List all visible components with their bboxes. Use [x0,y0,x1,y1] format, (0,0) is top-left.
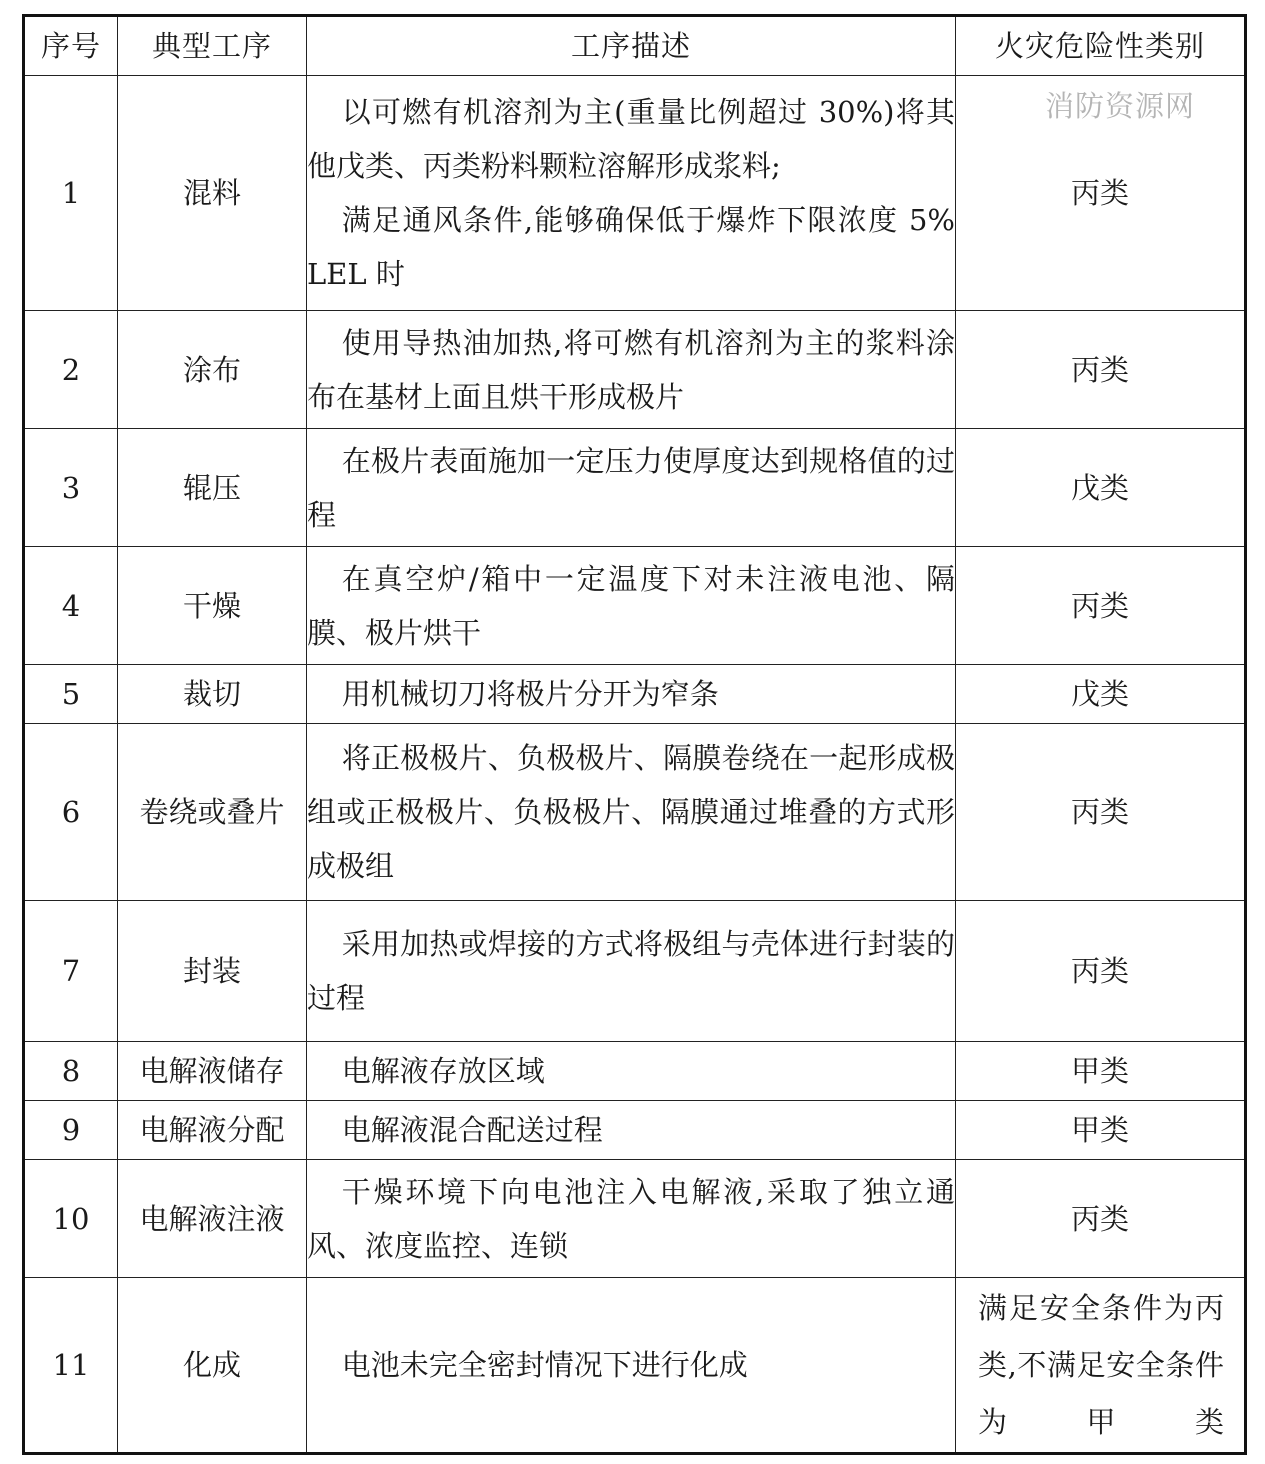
row-serial-no: 4 [24,547,118,665]
row-process-name: 裁切 [118,665,307,724]
row-fire-category: 丙类 [956,724,1246,901]
row-serial-no: 1 [24,76,118,311]
description-paragraph: 满足通风条件,能够确保低于爆炸下限浓度 5% LEL 时 [307,203,955,291]
row-process-description [307,547,956,665]
row-process-description [307,724,956,901]
row-fire-category: 戊类 [956,665,1246,724]
table-row [24,1278,1246,1454]
table-row [24,1042,1246,1101]
description-paragraph: 电解液混合配送过程 [341,1113,603,1147]
row-process-description [307,1160,956,1278]
row-process-name: 电解液分配 [118,1101,307,1160]
row-process-description [307,1278,956,1454]
watermark: 消防资源网 [1045,89,1196,123]
row-process-name: 涂布 [118,311,307,429]
row-process-description [307,429,956,547]
description-paragraph: 采用加热或焊接的方式将极组与壳体进行封装的过程 [307,927,955,1015]
table-row [24,1101,1246,1160]
header-typical-process: 典型工序 [118,16,307,76]
row-serial-no: 11 [24,1278,118,1454]
table-row [24,1160,1246,1278]
row-serial-no: 7 [24,901,118,1042]
table-row [24,724,1246,901]
row-process-description [307,311,956,429]
description-paragraph: 干燥环境下向电池注入电解液,采取了独立通风、浓度监控、连锁 [307,1174,955,1263]
row-serial-no: 10 [24,1160,118,1278]
row-fire-category: 甲类 [956,1042,1246,1101]
table-row [24,547,1246,665]
table-row [24,665,1246,724]
row-fire-category: 甲类 [956,1101,1246,1160]
table-row [24,901,1246,1042]
row-process-name: 辊压 [118,429,307,547]
row-process-name: 电解液储存 [118,1042,307,1101]
row-serial-no: 6 [24,724,118,901]
row-serial-no: 5 [24,665,118,724]
row-fire-category: 满足安全条件为丙类,不满足安全条件为甲类 [956,1278,1246,1454]
row-fire-category: 戊类 [956,429,1246,547]
description-paragraph: 使用导热油加热,将可燃有机溶剂为主的浆料涂布在基材上面且烘干形成极片 [307,325,955,414]
process-fire-hazard-table [22,14,1247,1455]
row-serial-no: 8 [24,1042,118,1101]
row-process-name: 化成 [118,1278,307,1454]
row-fire-category: 丙类 [956,901,1246,1042]
row-serial-no: 3 [24,429,118,547]
description-paragraph: 电池未完全密封情况下进行化成 [341,1348,748,1382]
row-process-name: 干燥 [118,547,307,665]
row-serial-no: 9 [24,1101,118,1160]
description-paragraph: 将正极极片、负极极片、隔膜卷绕在一起形成极组或正极极片、负极极片、隔膜通过堆叠的方式形成极组 [307,741,955,883]
table-header-row [24,16,1246,76]
row-process-description [307,665,956,724]
description-paragraph: 电解液存放区域 [341,1054,545,1088]
row-process-name: 电解液注液 [118,1160,307,1278]
row-process-description [307,1101,956,1160]
header-serial-no: 序号 [24,16,118,76]
table-row [24,311,1246,429]
description-paragraph: 用机械切刀将极片分开为窄条 [341,677,719,711]
row-process-description [307,901,956,1042]
header-process-description: 工序描述 [307,16,956,76]
row-serial-no: 2 [24,311,118,429]
row-fire-category: 丙类 [956,311,1246,429]
row-fire-category: 丙类 [956,76,1246,311]
row-process-description [307,1042,956,1101]
row-fire-category: 丙类 [956,1160,1246,1278]
row-process-name: 封装 [118,901,307,1042]
row-fire-category: 丙类 [956,547,1246,665]
row-process-name: 混料 [118,76,307,311]
row-process-name: 卷绕或叠片 [118,724,307,901]
description-paragraph: 在极片表面施加一定压力使厚度达到规格值的过程 [307,443,955,532]
row-process-description [307,76,956,311]
description-paragraph: 在真空炉/箱中一定温度下对未注液电池、隔膜、极片烘干 [307,561,955,650]
table-row [24,429,1246,547]
header-fire-hazard-category: 火灾危险性类别 [956,16,1246,76]
description-paragraph: 以可燃有机溶剂为主(重量比例超过 30%)将其他戊类、丙类粉料颗粒溶解形成浆料; [307,95,955,183]
